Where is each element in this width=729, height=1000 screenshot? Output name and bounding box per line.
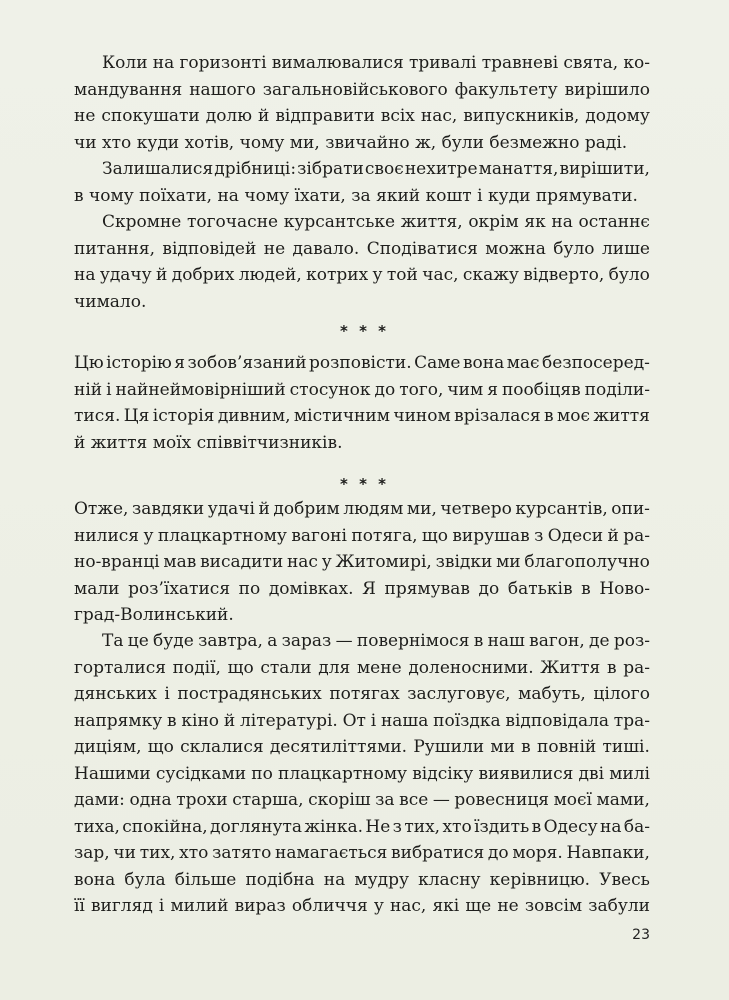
text-line: диціям, що склалися десятиліттями. Рушили ми в повній тиші. [74, 737, 650, 757]
text-line: Та це буде завтра, а зараз — повернімося в наш вагон, де роз- [102, 631, 650, 651]
text-line: в чому поїхати, на чому їхати, за який кошт і куди прямувати. [74, 185, 638, 206]
paragraph-train-trip [74, 496, 650, 629]
page-number: 23 [632, 927, 650, 943]
text-line: но-вранці мав висадити нас у Житомирі, звідки ми благополучно [74, 552, 650, 572]
text-line: чи хто куди хотів, чому ми, звичайно ж, були безмежно раді. [74, 132, 628, 153]
text-line: тися. Ця історія дивним, містичним чином врізалася в моє життя [74, 406, 650, 426]
text-line: зар, чи тих, хто затято намагається вибратися до моря. Навпаки, [74, 843, 650, 863]
text-line: вона була більше подібна на мудру класну керівницю. Увесь [74, 869, 650, 890]
text-line: Цю історію я зобов’язаний розповісти. Саме вона має безпосеред- [74, 353, 650, 373]
section-separator-1: * * * [340, 322, 389, 340]
text-line: ній і найнеймовірніший стосунок до того, чим я пообіцяв поділи- [74, 379, 650, 400]
text-line: мандування нашого загальновійськового факультету вирішило [74, 79, 650, 100]
paragraph-story-intro [74, 350, 650, 456]
text-line: Коли на горизонті вималювалися тривалі травневі свята, ко- [102, 53, 650, 73]
text-line: не спокушати долю й відправити всіх нас, випускників, додому [74, 106, 650, 126]
section-separator-2: * * * [340, 475, 389, 493]
text-line: нилися у плацкартному вагоні потяга, що вирушав з Одеси й ра- [74, 525, 650, 546]
text-line: чимало. [74, 291, 147, 312]
text-line: Нашими сусідками по плацкартному відсіку виявилися дві милі [74, 763, 650, 784]
text-line: й життя моїх співвітчизників. [74, 432, 343, 453]
text-line: на удачу й добрих людей, котрих у той час, скажу відверто, було [74, 265, 650, 285]
text-line: Отже, завдяки удачі й добрим людям ми, четверо курсантів, опи- [74, 499, 650, 519]
paragraph-cadet-life [74, 209, 650, 315]
text-line: мали роз’їхатися по домівках. Я прямував до батьків в Ново- [74, 578, 650, 599]
text-line: дами: одна трохи старша, скоріш за все — ровесниця моєї мами, [74, 790, 650, 810]
text-line: її вигляд і милий вираз обличчя у нас, які ще не зовсім забули [74, 896, 650, 916]
paragraph-intro [74, 50, 650, 156]
text-line: тиха, спокійна, доглянута жінка. Не з тих, хто їздить в Одесу на ба- [74, 816, 650, 837]
text-line: питання, відповідей не давало. Сподіватися можна було лише [74, 238, 650, 259]
text-line: Залишалися дрібниці: зібрати своє нехитре манаття, вирішити, [102, 159, 650, 179]
text-line: дянських і пострадянських потягах заслуговує, мабуть, цілого [74, 684, 650, 704]
text-line: напрямку в кіно й літературі. От і наша поїздка відповідала тра- [74, 710, 650, 731]
text-line: Скромне тогочасне курсантське життя, окрім як на останнє [102, 212, 650, 232]
text-line: град-Волинський. [74, 605, 234, 625]
paragraph-train-car [74, 628, 650, 920]
paragraph-details [74, 156, 650, 209]
text-line: горталися події, що стали для мене доленосними. Життя в ра- [74, 657, 650, 678]
